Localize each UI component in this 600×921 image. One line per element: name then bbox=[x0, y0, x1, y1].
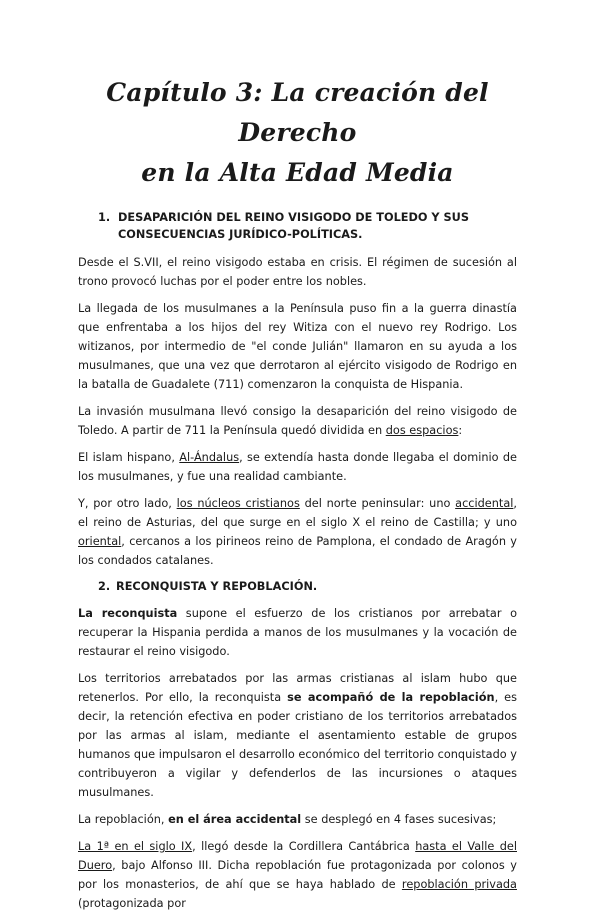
underlined-primera-fase: La 1ª en el siglo IX bbox=[78, 840, 193, 853]
paragraph-llegada-musulmanes: La llegada de los musulmanes a la Península puso fin a la guerra dinastía que enfrentaba a los hijos del rey Witiza con el nuevo rey Rodrigo. Los witizanos, por intermedio de "el conde Julián" llamaron en su ayuda a los musulmanes, que una vez que derrotaron al ejército visigodo de Rodrigo en la batalla de Guadalete (711) comenzaron la conquista de Hispania. bbox=[78, 302, 517, 391]
paragraph-fases bbox=[78, 810, 517, 829]
paragraph-repoblacion bbox=[78, 669, 517, 802]
underlined-repoblacion-privada: repoblación privada bbox=[401, 878, 517, 891]
section-1-number: 1. bbox=[98, 211, 111, 224]
text-run: , es decir, la retención efectiva en poder cristiano de los territorios arrebatados por las armas al islam, mediante el asentamiento estable de grupos humanos que impulsaron el desarrollo económico del territorio conquistado y contribuyeron a vigilar y defenderlos de las incursiones o ataques musulmanes. bbox=[78, 691, 517, 799]
text-run: (protagonizada por bbox=[78, 897, 186, 910]
text-run: Y, por otro lado, bbox=[78, 497, 177, 510]
text-run: , llegó desde la Cordillera Cantábrica bbox=[192, 840, 416, 853]
underlined-dos-espacios: dos espacios bbox=[385, 424, 459, 437]
text-run: Los territorios arrebatados por las armas cristianas al islam hubo que retenerlos. Por ello, la reconquista bbox=[78, 672, 517, 704]
underlined-al-andalus: Al-Ándalus bbox=[179, 451, 240, 464]
chapter-title-line-2: en la Alta Edad Media bbox=[141, 158, 454, 187]
text-run: , bajo Alfonso III. Dicha repoblación fue protagonizada por colonos y por los monasterios, de ahí que se haya hablado de bbox=[78, 859, 517, 891]
text-run: , el reino de Asturias, del que surge en el siglo X el reino de Castilla; y uno bbox=[78, 497, 518, 529]
text-run: , cercanos a los pirineos reino de Pamplona, el condado de Aragón y los condados catalanes. bbox=[78, 535, 517, 567]
paragraph-crisis: Desde el S.VII, el reino visigodo estaba en crisis. El régimen de sucesión al trono provocó luchas por el poder entre los nobles. bbox=[78, 256, 517, 288]
paragraph-al-andalus bbox=[78, 448, 517, 486]
paragraph-primera-fase bbox=[78, 837, 517, 913]
bold-se-acompano: se acompañó de la repoblación bbox=[287, 691, 495, 704]
text-run: El islam hispano, bbox=[78, 451, 180, 464]
document-page bbox=[0, 73, 600, 921]
text-run: se desplegó en 4 fases sucesivas; bbox=[301, 813, 497, 826]
underlined-nucleos-cristianos: los núcleos cristianos bbox=[176, 497, 300, 510]
section-1-heading bbox=[78, 209, 517, 243]
text-run: La repoblación, bbox=[78, 813, 169, 826]
section-1-heading-text: DESAPARICIÓN DEL REINO VISIGODO DE TOLEDO Y SUS CONSECUENCIAS JURÍDICO-POLÍTICAS. bbox=[118, 211, 469, 241]
text-run: La invasión musulmana llevó consigo la desaparición del reino visigodo de Toledo. A partir de 711 la Península quedó dividida en bbox=[78, 405, 517, 437]
chapter-title-line-1: Capítulo 3: La creación del Derecho bbox=[106, 78, 489, 147]
bold-la-reconquista: La reconquista bbox=[78, 607, 178, 620]
text-run: del norte peninsular: uno bbox=[299, 497, 456, 510]
text-run: , se extendía hasta donde llegaba el dominio de los musulmanes, y fue una realidad cambiante. bbox=[78, 451, 517, 483]
paragraph-reconquista bbox=[78, 604, 517, 661]
underlined-oriental: oriental bbox=[78, 535, 122, 548]
underlined-valle-duero: hasta el Valle del Duero bbox=[78, 840, 517, 872]
section-2-number: 2. bbox=[98, 580, 111, 593]
paragraph-invasion bbox=[78, 402, 517, 440]
paragraph-nucleos-cristianos bbox=[78, 494, 517, 570]
text-run: supone el esfuerzo de los cristianos por arrebatar o recuperar la Hispania perdida a manos de los musulmanes y la vocación de restaurar el reino visigodo. bbox=[78, 607, 517, 658]
text-run: : bbox=[458, 424, 463, 437]
underlined-accidental: accidental bbox=[455, 497, 514, 510]
section-2-heading bbox=[78, 578, 517, 595]
chapter-title bbox=[78, 73, 517, 193]
bold-area-accidental: en el área accidental bbox=[168, 813, 302, 826]
section-2-heading-text: RECONQUISTA Y REPOBLACIÓN. bbox=[116, 580, 318, 593]
